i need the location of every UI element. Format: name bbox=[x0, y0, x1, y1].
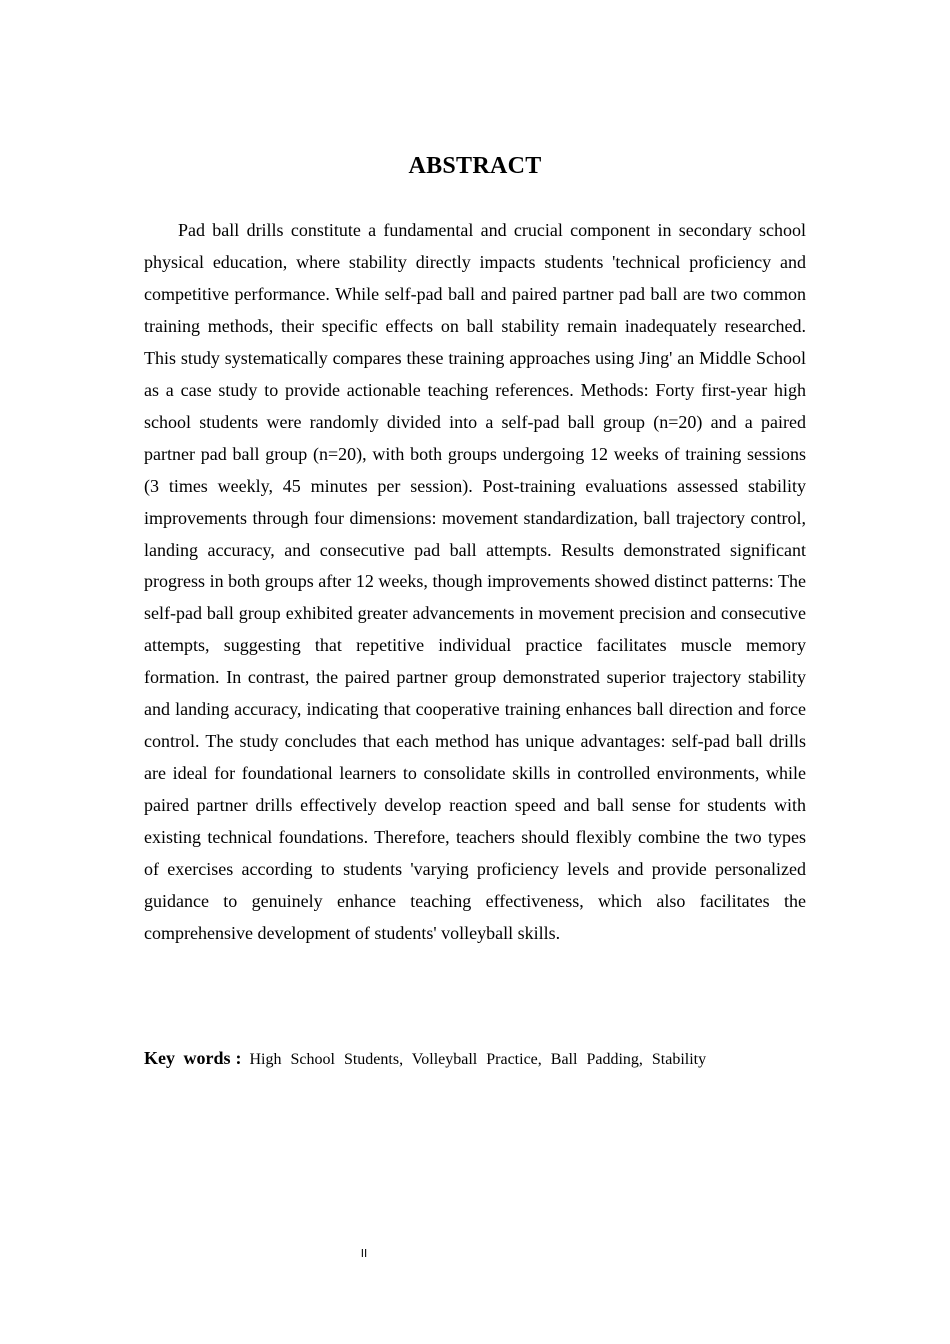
keywords-line bbox=[144, 1043, 806, 1075]
keywords-list: High School Students, Volleyball Practice, Ball Padding, Stability bbox=[249, 1051, 707, 1068]
keywords-label: Key words bbox=[144, 1048, 231, 1068]
page-number: II bbox=[360, 1247, 368, 1260]
keywords-separator: : bbox=[235, 1048, 242, 1068]
abstract-title: ABSTRACT bbox=[408, 153, 542, 179]
abstract-body-paragraph: Pad ball drills constitute a fundamental and crucial component in secondary school physical education, where stability directly impacts students 'technical proficiency and competitive performance. While self-pad ball and paired partner pad ball are two common training methods, their specific effects on ball stability remain inadequately researched. This study systematically compares these training approaches using Jing' an Middle School as a case study to provide actionable teaching references. Methods: Forty first-year high school students were randomly divided into a self-pad ball group (n=20) and a paired partner pad ball group (n=20), with both groups undergoing 12 weeks of training sessions (3 times weekly, 45 minutes per session). Post-training evaluations assessed stability improvements through four dimensions: movement standardization, ball trajectory control, landing accuracy, and consecutive pad ball attempts. Results demonstrated significant progress in both groups after 12 weeks, though improvements showed distinct patterns: The self-pad ball group exhibited greater advancements in movement precision and consecutive attempts, suggesting that repetitive individual practice facilitates muscle memory formation. In contrast, the paired partner group demonstrated superior trajectory stability and landing accuracy, indicating that cooperative training enhances ball direction and force control. The study concludes that each method has unique advantages: self-pad ball drills are ideal for foundational learners to consolidate skills in controlled environments, while paired partner drills effectively develop reaction speed and ball sense for students with existing technical foundations. Therefore, teachers should flexibly combine the two types of exercises according to students 'varying proficiency levels and provide personalized guidance to genuinely enhance teaching effectiveness, which also facilitates the comprehensive development of students' volleyball skills. bbox=[144, 220, 806, 943]
